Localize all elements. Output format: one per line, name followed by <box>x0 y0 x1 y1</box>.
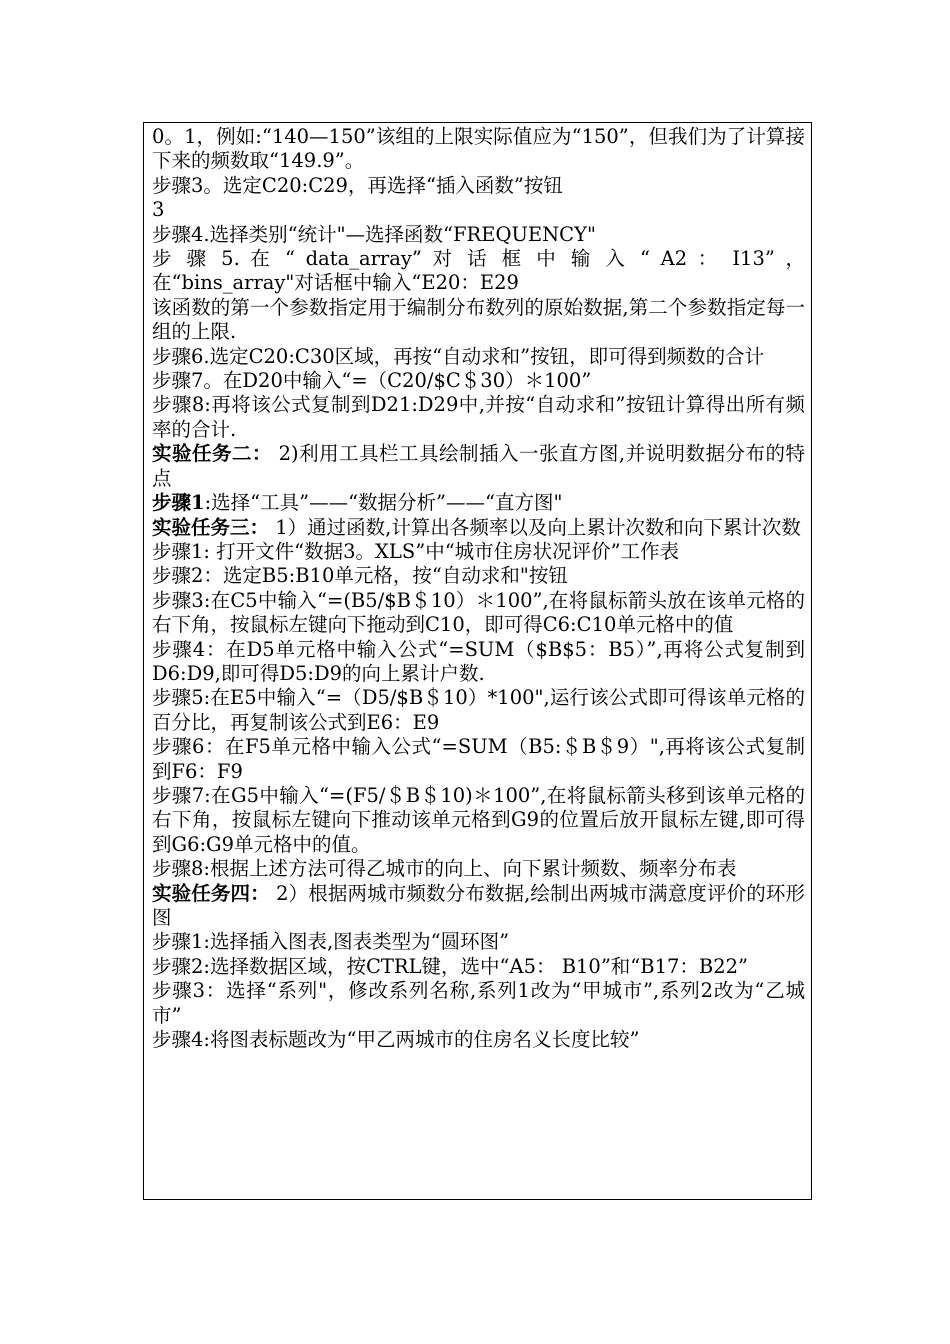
paragraph-9 <box>152 442 805 491</box>
paragraph-4: 步 骤 5. 在 “ data_array” 对 话 框 中 输 入 “ A2 ： I13” ， 在“bins_array"对话框中输入“E20：E29 <box>152 247 805 295</box>
paragraph-12: 步骤1: 打开文件“数据3。XLS”中“城市住房状况评价”工作表 <box>152 539 680 563</box>
paragraph-10 <box>152 491 805 515</box>
paragraph-22: 步骤2:选择数据区域，按CTRL键，选中“A5： B10”和“B17：B22” <box>152 954 749 978</box>
task-heading: 实验任务四： <box>152 881 270 905</box>
paragraph-7: 步骤7。在D20中输入“=（C20/$C＄30）＊100” <box>152 369 592 393</box>
paragraph-0: 0。1，例如:“140—150”该组的上限实际值应为“150”，但我们为了计算接下来的频数取“149.9”。 <box>152 125 805 173</box>
task-heading: 实验任务二： <box>152 442 272 466</box>
paragraph-text: :选择“工具”——“数据分析”——“直方图" <box>204 491 563 515</box>
task-heading: 实验任务三： <box>152 515 270 539</box>
paragraph-text: 2）根据两城市频数分布数据,绘制出两城市满意度评价的环形图 <box>152 881 805 929</box>
paragraph-16: 步骤5:在E5中输入“=（D5/$B＄10）*100",运行该公式即可得该单元格的百分比，再复制该公式到E6：E9 <box>152 686 805 734</box>
paragraph-24: 步骤4:将图表标题改为“甲乙两城市的住房名义长度比较” <box>152 1028 640 1052</box>
paragraph-11 <box>152 516 805 540</box>
paragraph-text: 1）通过函数,计算出各频率以及向上累计次数和向下累计次数 <box>269 515 801 539</box>
paragraph-8: 步骤8:再将该公式复制到D21:D29中,并按“自动求和”按钮计算得出所有频率的合计. <box>152 393 805 441</box>
paragraph-14: 步骤3:在C5中输入“=(B5/$B＄10）＊100”,在将鼠标箭头放在该单元格的右下角，按鼠标左键向下拖动到C10，即可得C6:C10单元格中的值 <box>152 588 805 637</box>
paragraph-6: 步骤6.选定C20:C30区域，再按“自动求和”按钮，即可得到频数的合计 <box>152 344 765 368</box>
paragraph-21: 步骤1:选择插入图表,图表类型为“圆环图” <box>152 930 510 954</box>
paragraph-20 <box>152 882 805 931</box>
document-table-cell <box>143 122 812 1200</box>
paragraph-13: 步骤2：选定B5:B10单元格，按“自动求和"按钮 <box>152 564 568 588</box>
paragraph-15: 步骤4：在D5单元格中输入公式“=SUM（$B$5：B5）”,再将公式复制到D6:D9,即可得D5:D9的向上累计户数. <box>152 637 805 685</box>
paragraph-23: 步骤3：选择“系列"，修改系列名称,系列1改为“甲城市”,系列2改为“乙城市” <box>152 979 805 1027</box>
step-heading: 步骤1 <box>152 491 205 515</box>
paragraph-18: 步骤7:在G5中输入“=(F5/＄B＄10)＊100”,在将鼠标箭头移到该单元格的右下角，按鼠标左键向下推动该单元格到G9的位置后放开鼠标左键,即可得到G6:G9单元格中的值。 <box>152 783 805 856</box>
paragraph-5: 该函数的第一个参数指定用于编制分布数列的原始数据,第二个参数指定每一组的上限. <box>152 295 805 344</box>
paragraph-2: 3 <box>152 198 165 222</box>
paragraph-text: 2)利用工具栏工具绘制插入一张直方图,并说明数据分布的特点 <box>152 442 805 490</box>
paragraph-1: 步骤3。选定C20:C29，再选择“插入函数”按钮 <box>152 173 563 197</box>
paragraph-19: 步骤8:根据上述方法可得乙城市的向上、向下累计频数、频率分布表 <box>152 857 737 881</box>
paragraph-17: 步骤6：在F5单元格中输入公式“=SUM（B5:＄B＄9）",再将该公式复制到F6：F9 <box>152 735 805 783</box>
paragraph-3: 步骤4.选择类别“统计"—选择函数“FREQUENCY" <box>152 222 596 246</box>
